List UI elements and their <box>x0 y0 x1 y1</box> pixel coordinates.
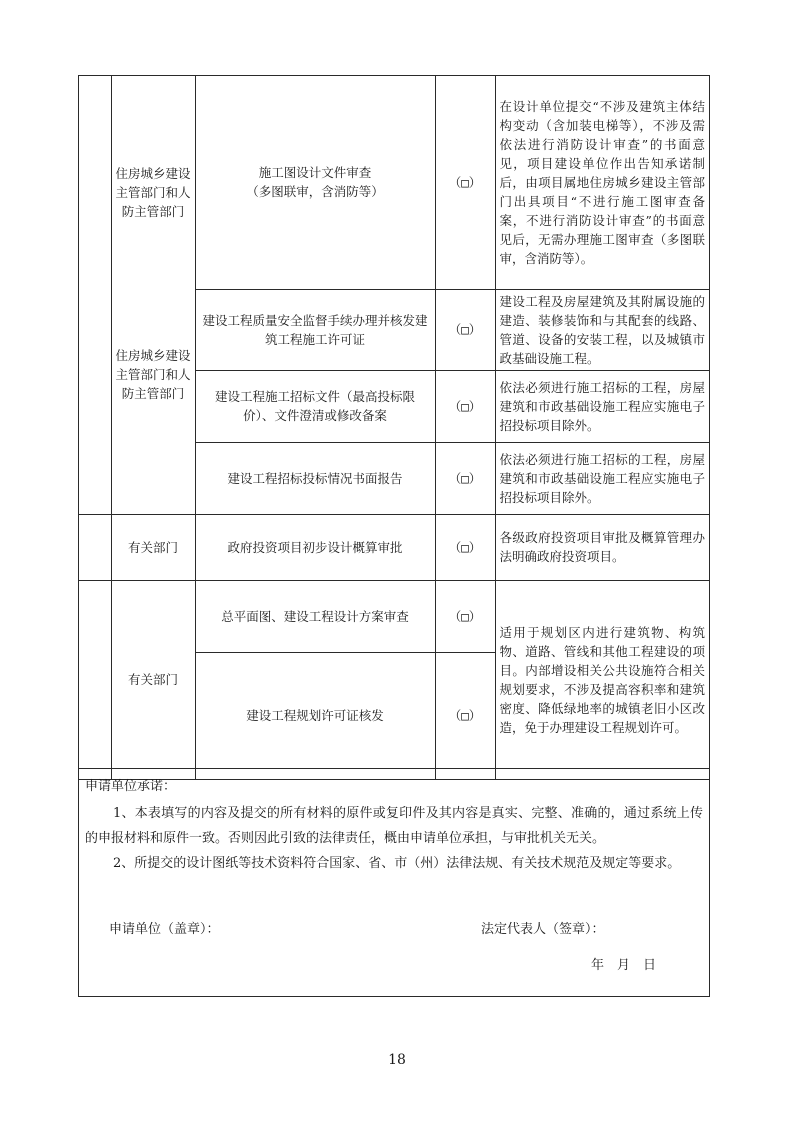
applicant-seal-label: 申请单位（盖章）： <box>109 922 220 937</box>
dept-name: 住房城乡建设主管部门和人防主管部门 <box>115 166 191 219</box>
checkbox-cell[interactable]: （□） <box>435 370 495 442</box>
dept-cell: 有关部门 <box>111 580 195 779</box>
dept-cell: 有关部门 <box>111 514 195 580</box>
blank-column-cell <box>79 580 111 779</box>
approval-form <box>78 75 710 997</box>
table-row <box>79 580 709 652</box>
item-cell: 政府投资项目初步设计概算审批 <box>195 514 435 580</box>
note-cell: 依法必须进行施工招标的工程，房屋建筑和市政基础设施工程应实施电子招投标项目除外。 <box>495 370 709 442</box>
item-cell <box>195 76 435 289</box>
table-row <box>79 76 709 289</box>
item-cell: 建设工程质量安全监督手续办理并核发建筑工程施工许可证 <box>195 289 435 370</box>
blank-column-cell <box>79 514 111 580</box>
approval-items-table <box>79 76 709 780</box>
pledge-item: 2、所提交的设计图纸等技术资料符合国家、省、市（州）法律法规、有关技术规范及规定等要求。 <box>113 856 681 871</box>
dept-cell <box>111 76 195 514</box>
item-cell: 建设工程规划许可证核发 <box>195 652 435 779</box>
checkbox-cell[interactable]: （□） <box>435 580 495 652</box>
item-subtitle: （多图联审，含消防等） <box>246 184 384 200</box>
item-cell: 建设工程招标投标情况书面报告 <box>195 442 435 514</box>
note-cell: 各级政府投资项目审批及概算管理办法明确政府投资项目。 <box>495 514 709 580</box>
item-name: 施工图设计文件审查 <box>258 165 372 181</box>
dept-name: 住房城乡建设主管部门和人防主管部门 <box>115 348 191 401</box>
checkbox-cell[interactable]: （□） <box>435 289 495 370</box>
date-label: 年 月 日 <box>591 958 657 973</box>
checkbox-cell[interactable]: （□） <box>435 76 495 289</box>
item-cell: 总平面图、建设工程设计方案审查 <box>195 580 435 652</box>
blank-column-cell <box>79 76 111 514</box>
table-row <box>79 514 709 580</box>
pledge-item: 1、本表填写的内容及提交的所有材料的原件或复印件及其内容是真实、完整、准确的，通过系统上传的申报材料和原件一致。否则因此引致的法律责任，概由申请单位承担，与审批机关无关。 <box>85 806 703 846</box>
legal-rep-signature-label: 法定代表人（签章）： <box>481 922 605 937</box>
note-cell: 在设计单位提交“不涉及建筑主体结构变动（含加装电梯等），不涉及需依法进行消防设计审查”的书面意见，项目建设单位作出告知承诺制后，由项目属地住房城乡建设主管部门出具项目“不进行施工图审查备案，不进行消防设计审查”的书面意见后，无需办理施工图审查（多图联审，含消防等）。 <box>495 76 709 289</box>
note-cell: 适用于规划区内进行建筑物、构筑物、道路、管线和其他工程建设的项目。内部增设相关公共设施符合相关规划要求，不涉及提高容积率和建筑密度、降低绿地率的城镇老旧小区改造，免于办理建设工程规划许可。 <box>495 580 709 779</box>
note-cell: 依法必须进行施工招标的工程，房屋建筑和市政基础设施工程应实施电子招投标项目除外。 <box>495 442 709 514</box>
checkbox-cell[interactable]: （□） <box>435 442 495 514</box>
pledge-title: 申请单位承诺： <box>85 779 177 794</box>
item-cell: 建设工程施工招标文件（最高投标限价）、文件澄清或修改备案 <box>195 370 435 442</box>
note-cell: 建设工程及房屋建筑及其附属设施的建造、装修装饰和与其配套的线路、管道、设备的安装工程，以及城镇市政基础设施工程。 <box>495 289 709 370</box>
checkbox-cell[interactable]: （□） <box>435 514 495 580</box>
pledge-section <box>79 768 709 996</box>
page-number: 18 <box>388 1052 406 1068</box>
checkbox-cell[interactable]: （□） <box>435 652 495 779</box>
